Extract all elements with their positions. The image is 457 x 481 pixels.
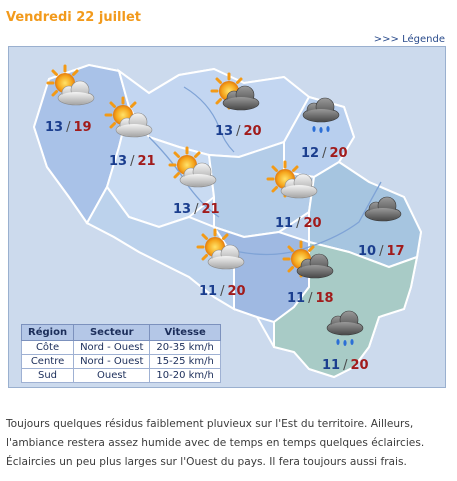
wind-table (21, 324, 221, 383)
temp-east: 10 / 17 (358, 244, 405, 259)
temp-north-east: 12 / 20 (301, 146, 348, 161)
table-row (22, 355, 221, 369)
table-cell: Côte (22, 341, 74, 355)
temp-north-center: 13 / 20 (215, 124, 262, 139)
temp-high: 20 (227, 284, 246, 299)
temp-south-center: 11 / 18 (287, 291, 334, 306)
temp-low: 13 (215, 124, 234, 139)
temp-low: 11 (199, 284, 218, 299)
wind-table-header (22, 325, 221, 341)
table-cell: Nord - Ouest (74, 355, 150, 369)
weather-map (8, 46, 446, 388)
temp-west-coast: 13 / 19 (45, 120, 92, 135)
legend-link[interactable]: >>> Légende (373, 34, 445, 45)
temp-high: 17 (386, 244, 405, 259)
temp-low: 11 (322, 358, 341, 373)
temp-high: 20 (303, 216, 322, 231)
table-cell: Sud (22, 369, 74, 383)
temp-high: 20 (350, 358, 369, 373)
temp-low: 13 (173, 202, 192, 217)
temp-low: 11 (275, 216, 294, 231)
temp-high: 20 (243, 124, 262, 139)
temp-low: 13 (109, 154, 128, 169)
table-row (22, 341, 221, 355)
forecast-description: Toujours quelques résidus faiblement pluvieux sur l'Est du territoire. Ailleurs, l'ambiance restera assez humide avec de temps en temps quelques éclaircies. Éclaircies un peu plus larges sur l'Ouest du pays. Il fera toujours aussi frais. (6, 417, 425, 468)
temp-low: 12 (301, 146, 320, 161)
table-cell: 10-20 km/h (150, 369, 220, 383)
temp-high: 20 (329, 146, 348, 161)
column-header-sector: Secteur (74, 325, 150, 341)
temp-center: 11 / 20 (275, 216, 322, 231)
temp-high: 21 (137, 154, 156, 169)
table-cell: 15-25 km/h (150, 355, 220, 369)
temp-high: 19 (73, 120, 92, 135)
column-header-speed: Vitesse (150, 325, 220, 341)
table-cell: Ouest (74, 369, 150, 383)
temp-south-west: 11 / 20 (199, 284, 246, 299)
column-header-region: Région (22, 325, 74, 341)
temp-low: 11 (287, 291, 306, 306)
table-cell: 20-35 km/h (150, 341, 220, 355)
temp-high: 21 (201, 202, 220, 217)
temp-low: 13 (45, 120, 64, 135)
table-row (22, 369, 221, 383)
temp-high: 18 (315, 291, 334, 306)
table-cell: Centre (22, 355, 74, 369)
temp-central-west: 13 / 21 (173, 202, 220, 217)
forecast-date-title: Vendredi 22 juillet (6, 10, 141, 25)
table-cell: Nord - Ouest (74, 341, 150, 355)
temp-south-east: 11 / 20 (322, 358, 369, 373)
temp-low: 10 (358, 244, 377, 259)
temp-flanders-west: 13 / 21 (109, 154, 156, 169)
